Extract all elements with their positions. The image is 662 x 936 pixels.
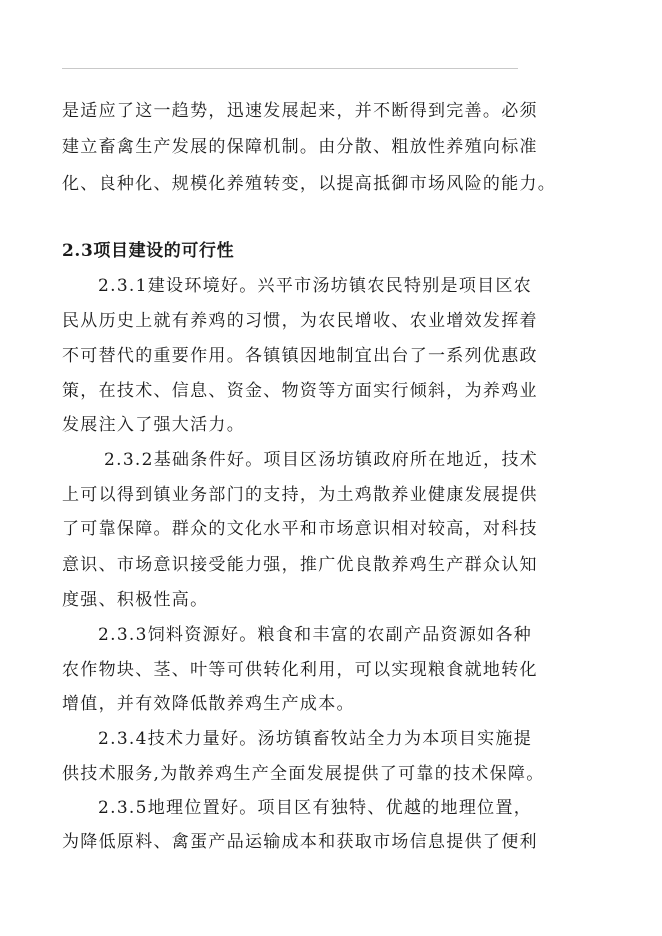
para-2-3-2-line-1: 2.3.2基础条件好。项目区汤坊镇政府所在地近，技术 (104, 450, 539, 470)
intro-line-2: 建立畜禽生产发展的保障机制。由分散、粗放性养殖向标准 (62, 137, 538, 157)
para-2-3-4-line-1: 2.3.4技术力量好。汤坊镇畜牧站全力为本项目实施提 (98, 729, 533, 749)
para-2-3-5-line-2: 为降低原料、禽蛋产品运输成本和获取市场信息提供了便利 (62, 832, 538, 852)
intro-line-3: 化、良种化、规模化养殖转变，以提高抵御市场风险的能力。 (62, 174, 557, 194)
intro-line-1: 是适应了这一趋势，迅速发展起来，并不断得到完善。必须 (62, 101, 538, 121)
para-2-3-5-line-1: 2.3.5地理位置好。项目区有独特、优越的地理位置， (98, 798, 533, 818)
para-2-3-3-line-1: 2.3.3饲料资源好。粮食和丰富的农副产品资源如各种 (98, 625, 533, 645)
para-2-3-2-line-3: 了可靠保障。群众的文化水平和市场意识相对较高，对科技 (62, 519, 538, 539)
para-2-3-2-line-2: 上可以得到镇业务部门的支持，为土鸡散养业健康发展提供 (62, 485, 538, 505)
para-2-3-1-line-3: 不可替代的重要作用。各镇镇因地制宜出台了一系列优惠政 (62, 346, 538, 366)
para-2-3-3-line-3: 增值，并有效降低散养鸡生产成本。 (62, 694, 355, 714)
para-2-3-1-line-1: 2.3.1建设环境好。兴平市汤坊镇农民特别是项目区农 (98, 276, 533, 296)
para-2-3-1-line-2: 民从历史上就有养鸡的习惯，为农民增收、农业增效发挥着 (62, 311, 538, 331)
section-heading: 2.3项目建设的可行性 (62, 241, 235, 261)
para-2-3-2-line-5: 度强、积极性高。 (62, 590, 209, 610)
header-rule (62, 68, 518, 69)
para-2-3-3-line-2: 农作物块、茎、叶等可供转化利用，可以实现粮食就地转化 (62, 660, 538, 680)
para-2-3-1-line-4: 策，在技术、信息、资金、物资等方面实行倾斜，为养鸡业 (62, 381, 538, 401)
para-2-3-1-line-5: 发展注入了强大活力。 (62, 415, 245, 435)
para-2-3-2-line-4: 意识、市场意识接受能力强，推广优良散养鸡生产群众认知 (62, 555, 538, 575)
para-2-3-4-line-2: 供技术服务,为散养鸡生产全面发展提供了可靠的技术保障。 (62, 764, 545, 784)
